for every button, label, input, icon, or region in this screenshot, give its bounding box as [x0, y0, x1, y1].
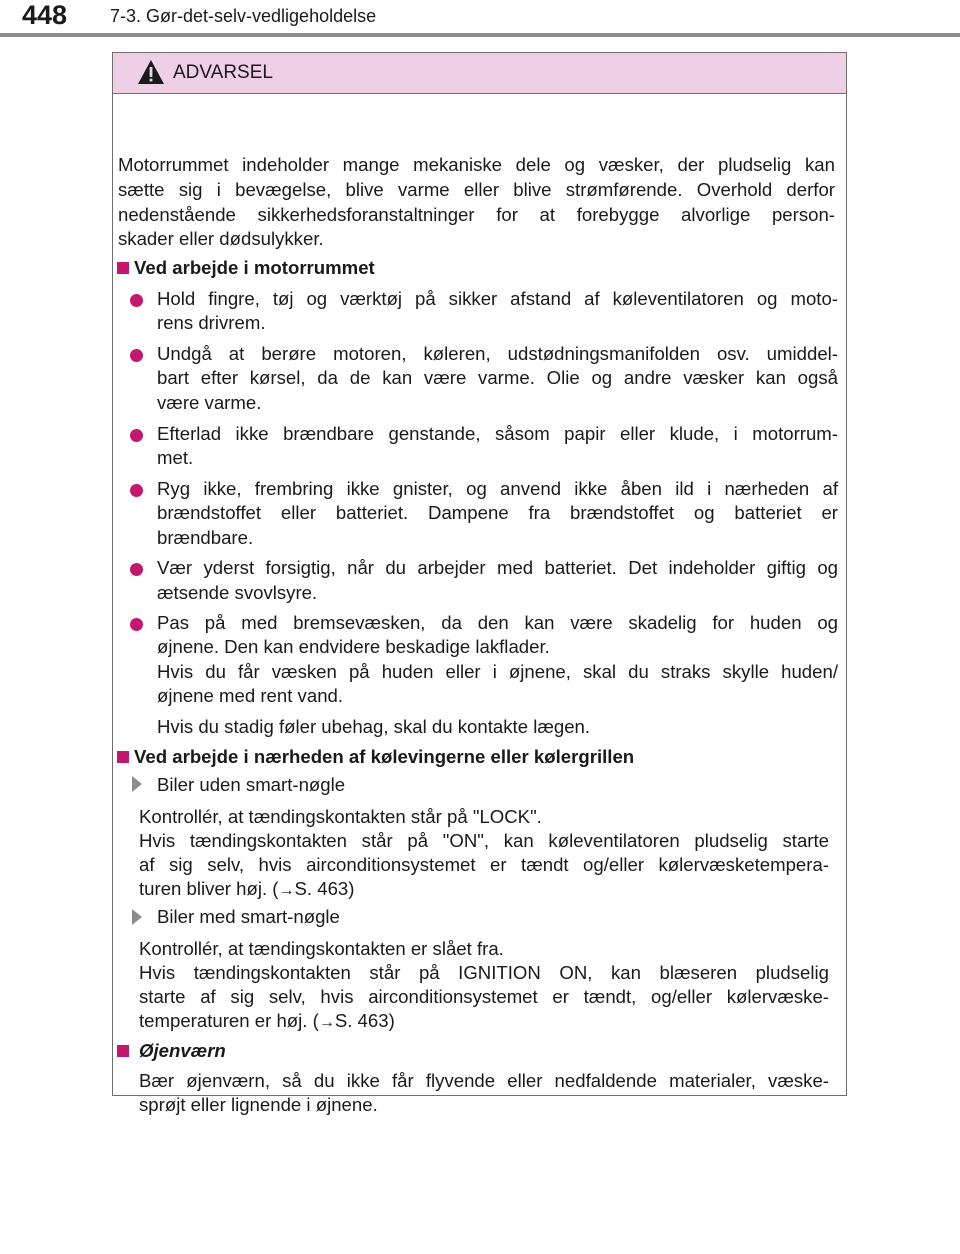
warning-label: ADVARSEL	[173, 62, 273, 83]
bullet-text: brændbare.	[157, 527, 254, 548]
warning-box	[112, 52, 847, 1115]
intro-line: sætte sig i bevægelse, blive varme eller blive strømførende. Overhold derfor	[118, 179, 835, 200]
page-number: 448	[22, 0, 68, 30]
warning-header	[113, 53, 846, 94]
page-header	[0, 0, 960, 44]
bullet-text: bart efter kørsel, da de kan være varme. Olie og andre væsker kan også	[157, 367, 838, 388]
bullet-dot-icon	[130, 484, 143, 497]
intro-line: skader eller dødsulykker.	[118, 228, 324, 249]
body-line: af sig selv, hvis airconditionsystemet er tændt og/eller kølervæsketempera-	[139, 854, 829, 875]
bullet-dot-icon	[130, 618, 143, 631]
body-line: Kontrollér, at tændingskontakten står på "LOCK".	[139, 806, 542, 827]
bullet-dot-icon	[130, 429, 143, 442]
body-line: sprøjt eller lignende i øjnene.	[139, 1094, 378, 1115]
section-title: 7-3. Gør-det-selv-vedligeholdelse	[110, 6, 377, 26]
bullet-text: Hold fingre, tøj og værktøj på sikker afstand af køleventilatoren og moto-	[157, 288, 838, 309]
section-heading: Ved arbejde i nærheden af kølevingerne eller kølergrillen	[134, 746, 635, 767]
header-rule	[0, 33, 960, 37]
extra-note: Hvis du stadig føler ubehag, skal du kontakte lægen.	[157, 716, 591, 737]
section-heading: Øjenværn	[139, 1040, 226, 1061]
subsection-title: Biler uden smart-nøgle	[157, 774, 346, 795]
bullet-text: være varme.	[157, 392, 262, 413]
bullet-text: Pas på med bremsevæsken, da den kan være skadelig for huden og	[157, 612, 838, 633]
intro-line: nedenstående sikkerhedsforanstaltninger for at forebygge alvorlige person-	[118, 204, 835, 225]
bullet-text: øjnene med rent vand.	[157, 685, 344, 706]
section-marker-icon	[117, 1045, 129, 1057]
arrow-right-icon: →	[318, 1014, 335, 1031]
bullet-text: rens drivrem.	[157, 312, 266, 333]
intro-line: Motorrummet indeholder mange mekaniske dele og væsker, der pludselig kan	[118, 154, 835, 175]
bullet-text: Hvis du får væsken på huden eller i øjnene, skal du straks skylle huden/	[157, 661, 838, 682]
section-heading: Ved arbejde i motorrummet	[134, 257, 375, 278]
bullet-text: Efterlad ikke brændbare genstande, såsom papir eller klude, i motorrum-	[157, 423, 838, 444]
section-marker-icon	[117, 751, 129, 763]
body-line: Bær øjenværn, så du ikke får flyvende eller nedfaldende materialer, væske-	[139, 1070, 829, 1091]
body-line: Hvis tændingskontakten står på "ON", kan køleventilatoren pludselig starte	[139, 830, 829, 851]
bullet-dot-icon	[130, 294, 143, 307]
bullet-text: brændstoffet eller batteriet. Dampene fra brændstoffet og batteriet er	[157, 502, 838, 523]
warning-triangle-icon	[137, 59, 165, 85]
section-marker-icon	[117, 262, 129, 274]
bullet-text: met.	[157, 447, 194, 468]
body-line: temperaturen er høj. (→S. 463)	[139, 1010, 395, 1031]
subsection-triangle-icon	[132, 909, 142, 925]
bullet-text: Undgå at berøre motoren, køleren, udstødningsmanifolden osv. umiddel-	[157, 343, 838, 364]
bullet-dot-icon	[130, 349, 143, 362]
body-line: turen bliver høj. (→S. 463)	[139, 878, 355, 899]
subsection-triangle-icon	[132, 776, 142, 792]
bullet-text: øjnene. Den kan endvidere beskadige lakflader.	[157, 636, 550, 657]
body-line: starte af sig selv, hvis airconditionsystemet er tændt, og/eller kølervæske-	[139, 986, 829, 1007]
body-line: Kontrollér, at tændingskontakten er slået fra.	[139, 938, 504, 959]
body-line: Hvis tændingskontakten står på IGNITION ON, kan blæseren pludselig	[139, 962, 829, 983]
subsection-title: Biler med smart-nøgle	[157, 906, 340, 927]
bullet-text: Ryg ikke, frembring ikke gnister, og anvend ikke åben ild i nærheden af	[157, 478, 838, 499]
arrow-right-icon: →	[278, 882, 295, 899]
bullet-dot-icon	[130, 563, 143, 576]
bullet-text: ætsende svovlsyre.	[157, 582, 318, 603]
bullet-text: Vær yderst forsigtig, når du arbejder med batteriet. Det indeholder giftig og	[157, 557, 838, 578]
